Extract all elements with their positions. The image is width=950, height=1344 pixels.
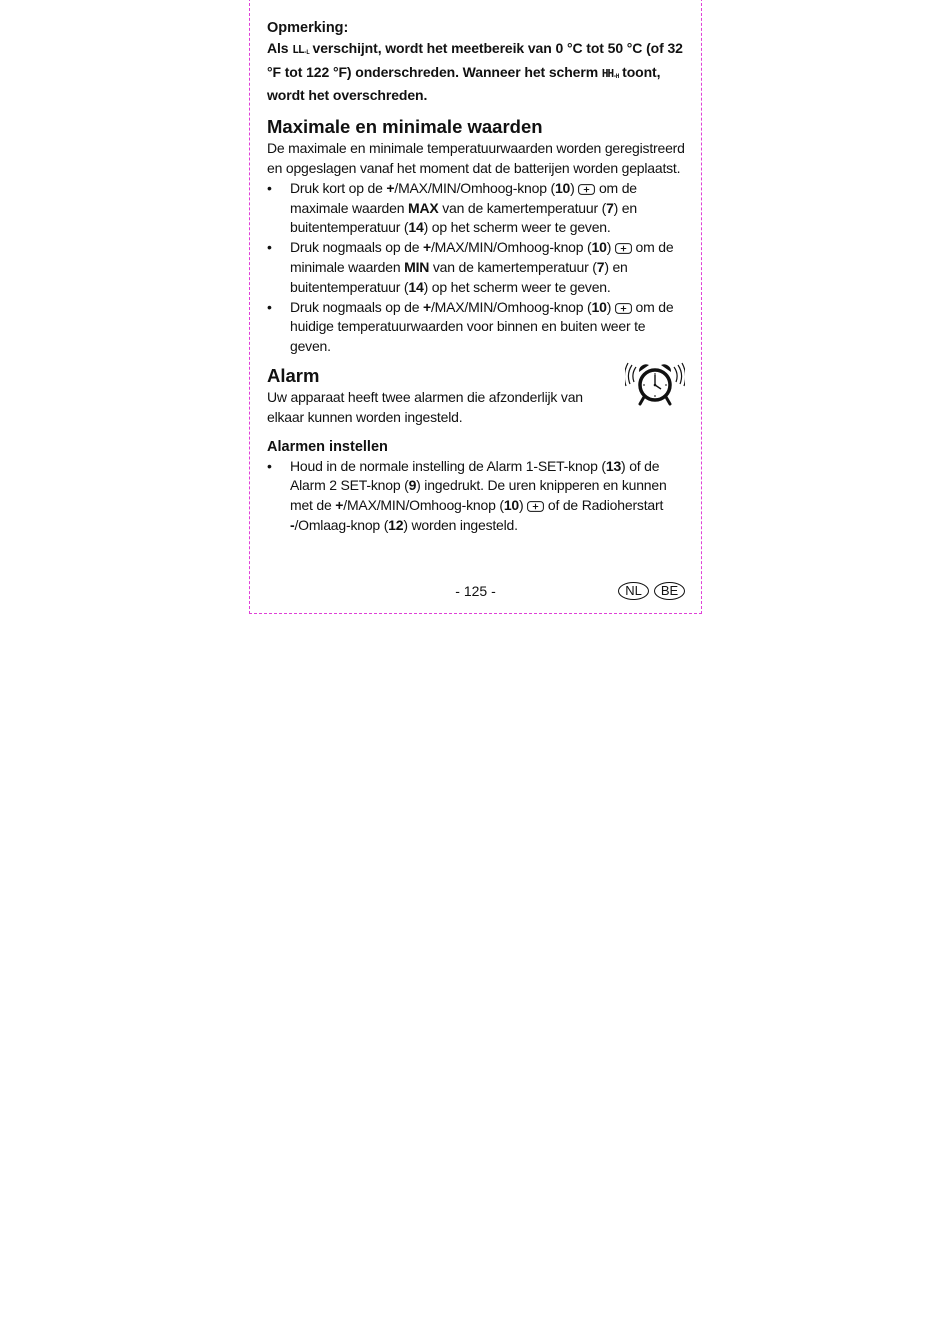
item-bold: 12 [388,516,404,533]
item-text: ) of de Alarm 2 SET-knop ( [290,457,660,494]
bullet: • [267,298,272,315]
item-bold: MAX [408,199,439,216]
item-bold: 14 [408,278,424,295]
item-bold: + [386,179,395,196]
item-text: ) [519,497,528,514]
bullet: • [267,457,272,474]
note-text-part: toont, wordt het overschreden. [267,63,661,104]
item-text: Druk kort op de [290,179,387,196]
item-text: ) [606,298,615,315]
item-bold: 10 [503,497,520,514]
item-bold: 10 [591,239,607,256]
lcd-low-main: LL [292,42,304,56]
language-badge-nl: NL [618,582,649,600]
lcd-high-sub: -H [613,72,619,80]
list-item [267,238,685,297]
lcd-low-sub: -L [303,48,309,56]
item-text: ) en buitentemperatuur ( [290,199,637,236]
item-bold: + [422,298,431,315]
item-text: Druk nogmaals op de [290,298,423,315]
plus-button-icon [615,243,632,254]
item-text: /MAX/MIN/Omhoog-knop ( [430,239,592,256]
maxmin-section [267,115,685,357]
item-text: ) en buitentemperatuur ( [290,258,628,295]
item-text: om de minimale waarden [290,239,674,275]
maxmin-list [267,179,685,357]
item-bold: 7 [596,258,605,275]
item-text: om de maximale waarden [290,179,637,216]
item-text: /MAX/MIN/Omhoog-knop ( [343,497,504,514]
item-text: ) [570,179,579,196]
item-text: van de kamertemperatuur ( [438,199,607,216]
alarm-intro: Uw apparaat heeft twee alarmen die afzonderlijk van elkaar kunnen worden ingesteld. [267,388,583,425]
alarm-settings-heading: Alarmen instellen [267,438,388,455]
item-text: ) ingedrukt. De uren knipperen en kunnen met de [290,477,667,514]
item-bold: 9 [408,477,417,494]
note-text-part: Als [267,39,293,56]
item-text: Houd in de normale instelling de Alarm 1-SET-knop ( [290,457,606,474]
list-item [267,179,685,238]
bullet: • [267,239,272,256]
document-page [249,0,702,614]
item-bold: 10 [554,179,571,196]
bullet: • [267,179,272,196]
list-item [267,298,685,357]
item-text: ) [606,239,615,256]
item-bold: 7 [606,199,614,216]
maxmin-intro: De maximale en minimale temperatuurwaarden worden geregistreerd en opgeslagen vanaf het moment dat de batterijen worden geplaatst. [267,140,685,176]
plus-button-icon [527,501,544,512]
item-text: om de huidige temperatuurwaarden voor binnen en buiten weer te geven. [290,298,674,355]
page-number: - 125 - [455,583,496,599]
item-bold: - [290,516,295,533]
plus-button-icon [578,184,595,195]
note-title: Opmerking: [267,20,349,36]
alarm-settings-subsection [267,437,685,536]
lcd-low-symbol [292,43,308,56]
item-bold: 13 [605,457,622,474]
note-section [267,19,685,106]
item-text: /Omlaag-knop ( [294,516,389,533]
item-text: /MAX/MIN/Omhoog-knop ( [394,179,555,196]
item-bold: 14 [408,219,424,236]
language-badge-be: BE [654,582,685,600]
plus-button-icon [615,303,632,314]
item-text: ) op het scherm weer te geven. [423,219,611,236]
page-footer [250,582,701,604]
item-text: /MAX/MIN/Omhoog-knop ( [430,298,592,315]
note-text-part: verschijnt, wordt het meetbereik van 0 °C tot 50 °C (of 32 °F tot 122 °F) onderschreden. Wanneer het scherm [267,39,683,80]
item-bold: + [422,239,431,256]
item-text: of de Radioherstart [544,497,664,514]
page-content [267,19,685,536]
item-text: ) worden ingesteld. [403,516,518,533]
item-text: Druk nogmaals op de [290,239,423,256]
alarm-clock-icon [625,360,685,410]
item-text: van de kamertemperatuur ( [429,258,597,275]
item-bold: + [335,497,344,514]
list-item [267,457,685,536]
lcd-high-symbol [602,67,618,80]
note-text [267,39,685,106]
lcd-high-main: HH [601,66,614,80]
item-bold: MIN [404,258,430,275]
alarm-heading: Alarm [267,364,320,386]
item-bold: 10 [591,298,607,315]
alarm-list [267,457,685,536]
item-text: ) op het scherm weer te geven. [423,278,611,295]
maxmin-heading: Maximale en minimale waarden [267,116,543,138]
alarm-section [267,364,685,536]
